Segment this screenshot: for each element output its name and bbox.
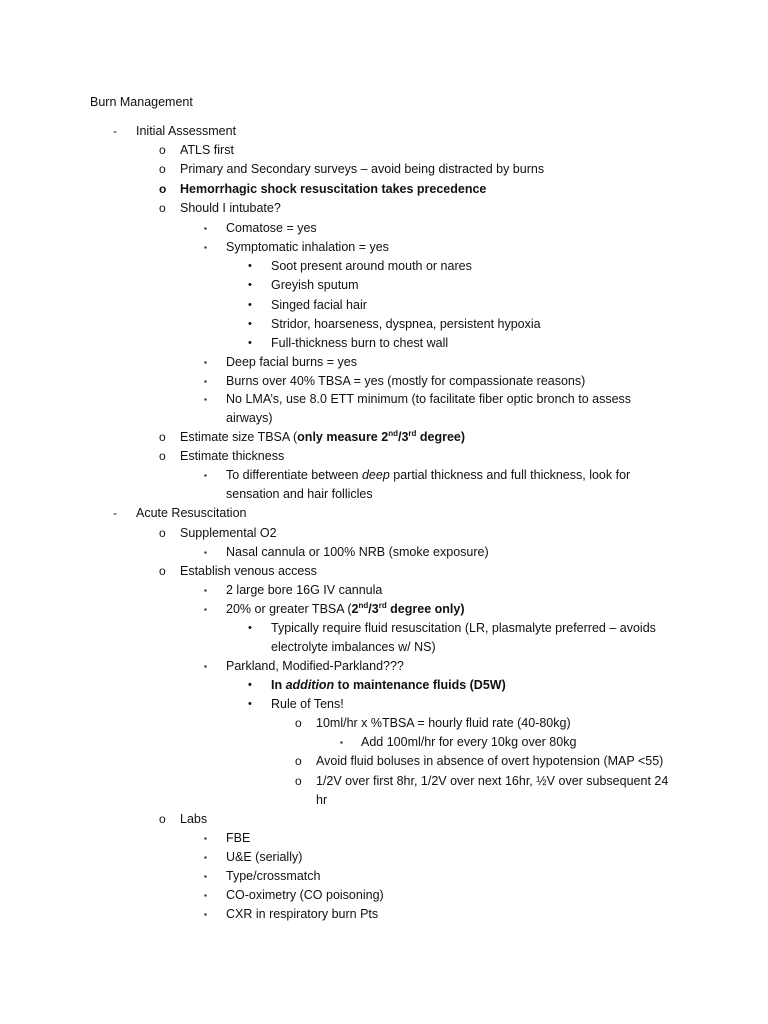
- hollow-bullet-icon: o: [159, 812, 166, 826]
- dot-bullet-icon: •: [248, 260, 252, 272]
- dash-bullet-icon: -: [113, 124, 117, 138]
- square-bullet-icon: ▪: [204, 377, 207, 386]
- hollow-bullet-icon: o: [159, 430, 166, 444]
- hollow-bullet-icon: o: [295, 774, 302, 788]
- hollow-bullet-icon: o: [159, 564, 166, 578]
- square-bullet-icon: ▪: [204, 853, 207, 862]
- hollow-bullet-icon: o: [159, 201, 166, 215]
- hollow-bullet-icon: o: [159, 162, 166, 176]
- square-bullet-icon: ▪: [204, 891, 207, 900]
- hollow-bullet-icon: o: [295, 716, 302, 730]
- dot-bullet-icon: •: [248, 318, 252, 330]
- dot-bullet-icon: •: [248, 279, 252, 291]
- square-bullet-icon: ▪: [204, 358, 207, 367]
- dot-bullet-icon: •: [248, 679, 252, 691]
- square-bullet-icon: ▪: [204, 548, 207, 557]
- square-bullet-icon: ▪: [204, 395, 207, 404]
- square-bullet-icon: ▪: [204, 834, 207, 843]
- square-bullet-icon: ▪: [204, 662, 207, 671]
- hollow-bullet-icon: o: [159, 143, 166, 157]
- dot-bullet-icon: •: [248, 337, 252, 349]
- page-title: Burn Management: [90, 95, 193, 109]
- square-bullet-icon: ▪: [204, 910, 207, 919]
- hollow-bullet-icon: o: [159, 449, 166, 463]
- hollow-bullet-icon: o: [295, 754, 302, 768]
- dot-bullet-icon: •: [248, 299, 252, 311]
- square-bullet-icon: ▪: [204, 243, 207, 252]
- square-bullet-icon: ▪: [340, 738, 343, 747]
- dot-bullet-icon: •: [248, 698, 252, 710]
- hollow-bullet-icon: o: [159, 182, 167, 196]
- square-bullet-icon: ▪: [204, 471, 207, 480]
- square-bullet-icon: ▪: [204, 586, 207, 595]
- dash-bullet-icon: -: [113, 506, 117, 520]
- dot-bullet-icon: •: [248, 622, 252, 634]
- hollow-bullet-icon: o: [159, 526, 166, 540]
- square-bullet-icon: ▪: [204, 605, 207, 614]
- square-bullet-icon: ▪: [204, 872, 207, 881]
- square-bullet-icon: ▪: [204, 224, 207, 233]
